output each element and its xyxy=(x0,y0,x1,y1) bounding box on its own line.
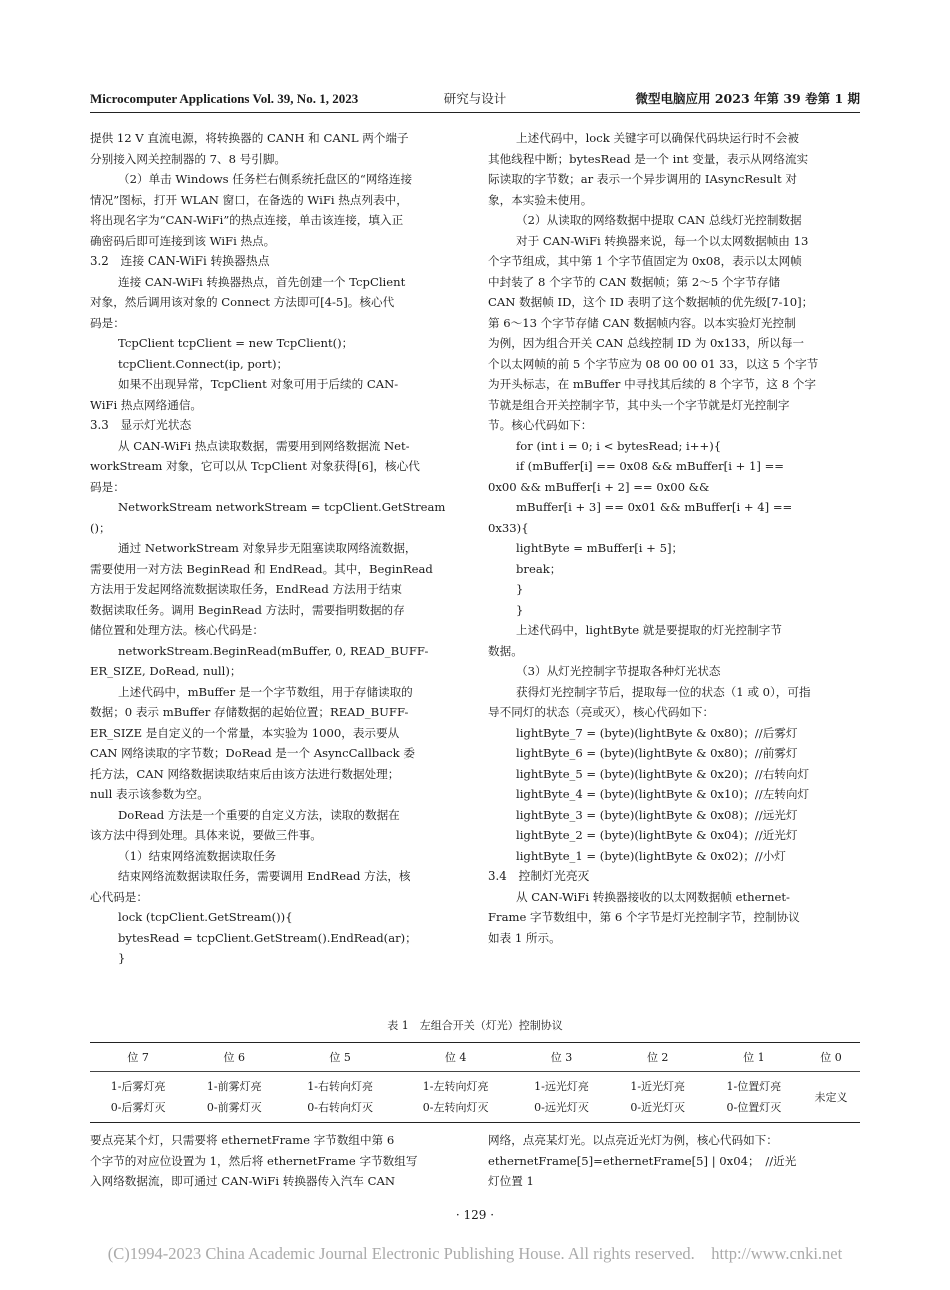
text-line: 网络，点亮某灯光。以点亮近光灯为例，核心代码如下： xyxy=(488,1133,778,1147)
text-line: 际读取的字节数；ar 表示一个异步调用的 IAsyncResult 对 xyxy=(488,172,797,186)
table-cell-line: 1-后雾灯亮 xyxy=(110,1080,166,1093)
text-line: lightByte_5 = (byte)(lightByte & 0x20)；//右转向灯 xyxy=(516,766,810,781)
text-line: 上述代码中，lightByte 就是要提取的灯光控制字节 xyxy=(516,623,782,637)
text-line: lightByte_6 = (byte)(lightByte & 0x80)；//前雾灯 xyxy=(516,746,798,760)
text-line: 象，本实验未使用。 xyxy=(488,192,593,207)
text-line: 数据。 xyxy=(488,643,523,658)
table-header-row xyxy=(90,1043,860,1072)
text-line: break； xyxy=(516,561,562,576)
table-cell xyxy=(282,1072,398,1123)
text-line: } xyxy=(118,951,126,965)
table-cell-line: 0-近光灯灭 xyxy=(630,1101,686,1114)
table-cell-line: 1-前雾灯亮 xyxy=(206,1080,262,1093)
text-line: 提供 12 V 直流电源，将转换器的 CANH 和 CANL 两个端子 xyxy=(90,131,409,145)
text-line: 获得灯光控制字节后，提取每一位的状态（1 或 0），可指 xyxy=(516,684,811,699)
table-cell-line: 0-左转向灯灭 xyxy=(422,1101,489,1114)
text-line: 3.4 控制灯光亮灭 xyxy=(488,869,590,883)
table-cell-line: 0-后雾灯灭 xyxy=(110,1101,166,1114)
table-cell-line: 未定义 xyxy=(814,1090,848,1104)
text-line: lightByte_4 = (byte)(lightByte & 0x10)；//左转向灯 xyxy=(516,787,810,801)
text-line: for (int i = 0; i < bytesRead; i++){ xyxy=(516,438,722,453)
text-line: lightByte_3 = (byte)(lightByte & 0x08)；//远光灯 xyxy=(516,807,798,822)
text-line: lightByte_1 = (byte)(lightByte & 0x02)；//小灯 xyxy=(516,848,786,863)
text-line: 码是： xyxy=(90,479,125,494)
table-caption: 表 1 左组合开关（灯光）控制协议 xyxy=(387,1019,563,1032)
table-header-cell: 位 3 xyxy=(513,1043,609,1072)
text-line: 为开头标志，在 mBuffer 中寻找其后续的 8 个字节，这 8 个字 xyxy=(488,377,816,391)
text-line: tcpClient.Connect(ip, port)； xyxy=(118,356,289,371)
running-header xyxy=(90,90,860,113)
header-section: 研究与设计 xyxy=(443,91,507,106)
table-cell-line: 0-右转向灯灭 xyxy=(307,1101,373,1114)
copyright-watermark: (C)1994-2023 China Academic Journal Electronic Publishing House. All rights reserved. http://www.cnki.net xyxy=(107,1244,843,1263)
text-line: 连接 CAN-WiFi 转换器热点，首先创建一个 TcpClient xyxy=(118,274,406,289)
table-cell-line: 0-前雾灯灭 xyxy=(206,1101,262,1114)
table-cell-line: 1-位置灯亮 xyxy=(726,1080,782,1093)
text-line: lock (tcpClient.GetStream()){ xyxy=(118,910,293,924)
text-line: 上述代码中，mBuffer 是一个字节数组，用于存储读取的 xyxy=(118,684,413,699)
table-cell-line: 1-右转向灯亮 xyxy=(307,1080,373,1093)
table-cell-line: 1-远光灯亮 xyxy=(534,1080,589,1093)
text-line: 码是： xyxy=(90,315,125,330)
text-line: ER_SIZE 是自定义的一个常量，本实验为 1000，表示要从 xyxy=(90,725,400,740)
text-line: 0x33){ xyxy=(488,520,529,535)
text-line: } xyxy=(516,582,524,596)
bottom-left-text xyxy=(90,1130,462,1192)
text-line: 情况”图标，打开 WLAN 窗口，在备选的 WiFi 热点列表中， xyxy=(90,192,408,207)
text-line: 确密码后即可连接到该 WiFi 热点。 xyxy=(90,233,276,248)
text-line: 入网络数据流，即可通过 CAN-WiFi 转换器传入汽车 CAN xyxy=(90,1174,395,1188)
text-line: lightByte = mBuffer[i + 5]； xyxy=(516,541,684,555)
text-line: 该方法中得到处理。具体来说，要做三件事。 xyxy=(90,828,322,842)
text-line: if (mBuffer[i] == 0x08 && mBuffer[i + 1] == xyxy=(516,459,785,473)
text-line: 方法用于发起网络流数据读取任务，EndRead 方法用于结束 xyxy=(90,582,403,596)
text-line: bytesRead = tcpClient.GetStream().EndRead(ar)； xyxy=(118,930,417,945)
table-header-cell: 位 6 xyxy=(186,1043,282,1072)
text-line: （2）单击 Windows 任务栏右侧系统托盘区的“网络连接 xyxy=(118,172,413,186)
text-line: 第 6～13 个字节存储 CAN 数据帧内容。以本实验灯光控制 xyxy=(488,315,796,330)
text-line: 0x00 && mBuffer[i + 2] == 0x00 && xyxy=(488,479,710,494)
text-line: ER_SIZE, DoRead, null)； xyxy=(90,664,242,678)
text-line: 要点亮某个灯，只需要将 ethernetFrame 字节数组中第 6 xyxy=(90,1133,395,1147)
table-1 xyxy=(90,1018,860,1123)
text-line: ethernetFrame[5]=ethernetFrame[5] | 0x04； //近光 xyxy=(488,1153,797,1168)
text-line: lightByte_7 = (byte)(lightByte & 0x80)；//后雾灯 xyxy=(516,725,798,740)
table-cell xyxy=(186,1072,282,1123)
text-line: 导不同灯的状态（亮或灭），核心代码如下： xyxy=(488,705,715,719)
text-line: 分别接入网关控制器的 7、8 号引脚。 xyxy=(90,151,287,166)
text-line: 数据；0 表示 mBuffer 存储数据的起始位置；READ_BUFF- xyxy=(90,705,409,719)
text-line: 为例，因为组合开关 CAN 总线控制 ID 为 0x133，所以每一 xyxy=(488,336,805,350)
table-header-cell: 位 0 xyxy=(802,1043,860,1072)
text-line: DoRead 方法是一个重要的自定义方法，读取的数据在 xyxy=(118,807,400,822)
text-line: 如果不出现异常，TcpClient 对象可用于后续的 CAN- xyxy=(118,377,399,391)
page-number: · 129 · xyxy=(455,1208,495,1222)
text-line: TcpClient tcpClient = new TcpClient()； xyxy=(118,336,354,350)
text-line: 数据读取任务。调用 BeginRead 方法时，需要指明数据的存 xyxy=(90,602,405,617)
table-header-cell: 位 4 xyxy=(398,1043,514,1072)
text-line: 中封装了 8 个字节的 CAN 数据帧；第 2～5 个字节存储 xyxy=(488,274,780,289)
text-line: 对象，然后调用该对象的 Connect 方法即可[4-5]。核心代 xyxy=(90,295,395,309)
text-line: 结束网络流数据读取任务，需要调用 EndRead 方法，核 xyxy=(118,869,411,883)
text-line: （3）从灯光控制字节提取各种灯光状态 xyxy=(516,664,721,678)
text-line: networkStream.BeginRead(mBuffer, 0, READ_BUFF- xyxy=(118,643,429,658)
header-journal-cn: 微型电脑应用 2023 年第 39 卷第 1 期 xyxy=(635,91,860,106)
text-line: 托方法，CAN 网络数据读取结束后由该方法进行数据处理； xyxy=(90,766,400,781)
text-line: ()； xyxy=(90,520,111,535)
text-line: （1）结束网络流数据读取任务 xyxy=(118,848,277,863)
table-row xyxy=(90,1072,860,1123)
text-line: 需要使用一对方法 BeginRead 和 EndRead。其中，BeginRead xyxy=(90,561,433,576)
text-line: 对于 CAN-WiFi 转换器来说，每一个以太网数据帧由 13 xyxy=(516,233,809,248)
text-line: 灯位置 1 xyxy=(488,1174,534,1188)
text-line: （2）从读取的网络数据中提取 CAN 总线灯光控制数据 xyxy=(516,213,802,227)
text-line: mBuffer[i + 3] == 0x01 && mBuffer[i + 4] == xyxy=(516,500,793,514)
text-line: 心代码是： xyxy=(90,889,148,904)
text-line: 节。核心代码如下： xyxy=(488,418,593,432)
bottom-right-text xyxy=(488,1130,860,1192)
text-line: 3.2 连接 CAN-WiFi 转换器热点 xyxy=(90,254,270,268)
text-line: 通过 NetworkStream 对象异步无阻塞读取网络流数据， xyxy=(118,541,417,555)
text-line: 个字节的对应位设置为 1，然后将 ethernetFrame 字节数组写 xyxy=(90,1153,418,1168)
table-cell xyxy=(706,1072,802,1123)
text-line: 上述代码中，lock 关键字可以确保代码块运行时不会被 xyxy=(516,131,799,145)
protocol-table xyxy=(90,1042,860,1123)
table-header-cell: 位 2 xyxy=(610,1043,706,1072)
table-header-cell: 位 7 xyxy=(90,1043,186,1072)
text-line: } xyxy=(516,602,524,617)
text-line: 节就是组合开关控制字节，其中头一个字节就是灯光控制字 xyxy=(488,397,790,412)
text-line: WiFi 热点网络通信。 xyxy=(90,397,203,412)
text-line: 个以太网帧的前 5 个字节应为 08 00 00 01 33，以这 5 个字节 xyxy=(488,356,819,371)
header-journal-en: Microcomputer Applications Vol. 39, No. 1, 2023 xyxy=(90,91,359,106)
table-header-cell: 位 5 xyxy=(282,1043,398,1072)
text-line: lightByte_2 = (byte)(lightByte & 0x04)；//近光灯 xyxy=(516,828,798,842)
text-line: 如表 1 所示。 xyxy=(488,930,561,945)
text-line: 其他线程中断；bytesRead 是一个 int 变量，表示从网络流实 xyxy=(488,151,809,166)
table-cell xyxy=(398,1072,514,1123)
text-line: CAN 数据帧 ID，这个 ID 表明了这个数据帧的优先级[7-10]； xyxy=(488,295,814,309)
right-column xyxy=(488,128,860,948)
table-cell xyxy=(90,1072,186,1123)
table-cell-line: 1-左转向灯亮 xyxy=(422,1080,489,1093)
text-line: 从 CAN-WiFi 热点读取数据，需要用到网络数据流 Net- xyxy=(118,438,410,453)
table-cell xyxy=(802,1072,860,1123)
text-line: 3.3 显示灯光状态 xyxy=(90,418,192,432)
table-header-cell: 位 1 xyxy=(706,1043,802,1072)
table-cell xyxy=(610,1072,706,1123)
table-cell-line: 1-近光灯亮 xyxy=(630,1080,686,1093)
text-line: NetworkStream networkStream = tcpClient.GetStream xyxy=(118,500,446,514)
text-line: Frame 字节数组中，第 6 个字节是灯光控制字节，控制协议 xyxy=(488,910,800,924)
table-cell-line: 0-位置灯灭 xyxy=(726,1101,782,1114)
text-line: 将出现名字为“CAN-WiFi”的热点连接，单击该连接，填入正 xyxy=(90,213,404,227)
table-cell-line: 0-远光灯灭 xyxy=(534,1101,589,1114)
text-line: 储位置和处理方法。核心代码是： xyxy=(90,623,264,637)
text-line: 个字节组成，其中第 1 个字节值固定为 0x08，表示以太网帧 xyxy=(488,254,802,268)
left-column xyxy=(90,128,462,969)
text-line: 从 CAN-WiFi 转换器接收的以太网数据帧 ethernet- xyxy=(516,889,790,904)
text-line: null 表示该参数为空。 xyxy=(90,787,209,801)
text-line: CAN 网络读取的字节数；DoRead 是一个 AsyncCallback 委 xyxy=(90,746,415,760)
table-cell xyxy=(513,1072,609,1123)
text-line: workStream 对象，它可以从 TcpClient 对象获得[6]，核心代 xyxy=(90,459,420,473)
